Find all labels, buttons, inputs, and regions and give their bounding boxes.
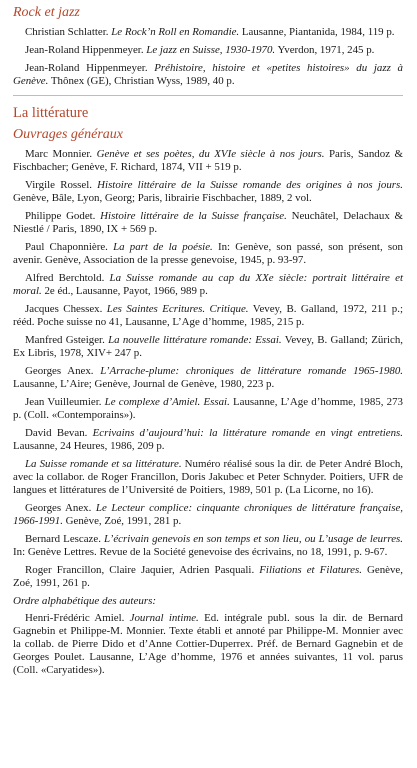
- entry-publication: In: Genève Lettres. Revue de la Société genevoise des écrivains, no 18, 1991, p. 9-67.: [13, 546, 388, 558]
- entry-title: Le Rock’n Roll en Romandie.: [111, 26, 240, 38]
- bibliography-entry: [13, 179, 403, 205]
- bibliography-entry: [13, 272, 403, 298]
- entry-author: Virgile Rossel.: [25, 179, 98, 191]
- bibliography-entry: [13, 427, 403, 453]
- entry-publication: Vevey, B. Galland; Zürich, Ex Libris, 1978, XIV+ 247 p.: [13, 334, 403, 359]
- entry-author: Jean-Roland Hippenmeyer.: [25, 44, 147, 56]
- entry-publication: Thônex (GE), Christian Wyss, 1989, 40 p.: [48, 75, 235, 87]
- entry-publication: In: Genève, son passé, son présent, son avenir. Genève, Association de la presse genevoise, 1945, p. 93-97.: [13, 241, 403, 266]
- section-divider: [13, 95, 403, 96]
- section-title-rock-jazz: Rock et jazz: [13, 5, 80, 20]
- entry-author: Roger Francillon, Claire Jaquier, Adrien Pasquali.: [25, 564, 260, 576]
- ordre-entries: [13, 612, 403, 677]
- entry-publication: 2e éd., Lausanne, Payot, 1966, 989 p.: [41, 285, 208, 297]
- entry-author: Jacques Chessex.: [25, 303, 107, 315]
- entry-publication: Genève, Bâle, Lyon, Georg; Paris, librairie Fischbacher, 1889, 2 vol.: [13, 192, 312, 204]
- entry-author: Georges Anex.: [25, 365, 101, 377]
- entry-publication: Genève, Zoé, 1991, 261 p.: [13, 564, 403, 589]
- entry-author: Manfred Gsteiger.: [25, 334, 109, 346]
- entry-author: Marc Monnier.: [25, 148, 97, 160]
- entry-title: La Suisse romande au cap du XXe siècle: portrait littéraire et moral.: [13, 272, 403, 297]
- entry-title: Le Lecteur complice: cinquante chroniques de littérature française, 1966-1991.: [13, 502, 403, 527]
- entry-publication: Vevey, B. Galland, 1972, 211 p.; rééd. Poche suisse no 41, Lausanne, L’Age d’homme, 1985, 215 p.: [13, 303, 403, 328]
- entry-author: Christian Schlatter.: [25, 26, 112, 38]
- entry-author: Alfred Berchtold.: [25, 272, 110, 284]
- entry-title: Le jazz en Suisse, 1930-1970.: [146, 44, 276, 56]
- entry-title: Filiations et Filatures.: [259, 564, 362, 576]
- entry-title: Ecrivains d’aujourd’hui: la littérature romande en vingt entretiens.: [92, 427, 403, 439]
- entry-title: Le complexe d’Amiel. Essai.: [104, 396, 230, 408]
- bibliography-entry: [13, 303, 403, 329]
- entry-publication: Paris, Sandoz & Fischbacher; Genève, F. Richard, 1874, VII + 519 p.: [13, 148, 403, 173]
- entry-author: Jean-Roland Hippenmeyer.: [25, 62, 155, 74]
- bibliography-entry: [13, 365, 403, 391]
- bibliography-entry: [13, 241, 403, 267]
- bibliography-entry: [13, 62, 403, 88]
- rock-entries: [13, 26, 403, 88]
- entry-title: Histoire littéraire de la Suisse romande des origines à nos jours.: [97, 179, 403, 191]
- entry-title: Genève et ses poètes, du XVIe siècle à nos jours.: [96, 148, 325, 160]
- bibliography-entry: [13, 26, 403, 39]
- entry-publication: Lausanne, L’Age d’homme, 1985, 273 p. (Coll. «Contemporains»).: [13, 396, 403, 421]
- subsection-title-ordre: Ordre alphabétique des auteurs:: [13, 595, 157, 607]
- bibliography-entry: [13, 612, 403, 677]
- entry-author: Jean Vuilleumier.: [25, 396, 105, 408]
- bibliography-entry: [13, 502, 403, 528]
- entry-author: Philippe Godet.: [25, 210, 101, 222]
- entry-title: L’Arrache-plume: chroniques de littérature romande 1965-1980.: [100, 365, 404, 377]
- entry-publication: Genève, Zoé, 1991, 281 p.: [62, 515, 182, 527]
- entry-publication: Lausanne, Piantanida, 1984, 119 p.: [239, 26, 395, 38]
- bibliography-entry: [13, 334, 403, 360]
- bibliography-entry: [13, 458, 403, 497]
- subsection-title-ouvrages: Ouvrages généraux: [13, 127, 124, 142]
- entry-publication: Ed. intégrale publ. sous la dir. de Bernard Gagnebin et Philippe-M. Monnier. Texte établi et annoté par Philippe-M. Monnier avec la collab. de Pierre Dido et d’Anne Cottier-Duperrex. Préf. de Bernard Gagnebin et de Georges Poulet. Lausanne, L’Age d’homme, 1976 et années suivantes, 11 vol. parus (Coll. «Caryatides»).: [13, 612, 403, 676]
- entry-title: Préhistoire, histoire et «petites histoires» du jazz à Genève.: [13, 62, 404, 87]
- entry-title: Journal intime.: [129, 612, 199, 624]
- entry-publication: Yverdon, 1971, 245 p.: [275, 44, 375, 56]
- entry-publication: Lausanne, 24 Heures, 1986, 209 p.: [13, 440, 165, 452]
- entry-title: L’écrivain genevois en son temps et son lieu, ou L’usage de leurres.: [104, 533, 403, 545]
- bibliography-entry: [13, 148, 403, 174]
- bibliography-entry: [13, 533, 403, 559]
- section-title-litterature: La littérature: [13, 105, 89, 121]
- ouvrages-entries: [13, 148, 403, 590]
- entry-publication: Lausanne, L’Aire; Genève, Journal de Genève, 1980, 223 p.: [13, 378, 275, 390]
- entry-title: Les Saintes Ecritures. Critique.: [106, 303, 249, 315]
- entry-author: Paul Chaponnière.: [25, 241, 114, 253]
- entry-title: La Suisse romande et sa littérature.: [25, 458, 182, 470]
- entry-publication: Neuchâtel, Delachaux & Niestlé / Paris, 1890, IX + 569 p.: [13, 210, 403, 235]
- bibliography-entry: [13, 396, 403, 422]
- entry-publication: Numéro réalisé sous la dir. de Peter André Bloch, avec la collabor. de Roger Francillon, Doris Jakubec et Peter Schnyder. Poitiers, UFR de langues et littératures de l’Université de Poitiers, 1989, 501 p. (La Licorne, no 16).: [13, 458, 403, 496]
- bibliography-entry: [13, 210, 403, 236]
- entry-author: Bernard Lescaze.: [25, 533, 105, 545]
- bibliography-entry: [13, 44, 403, 57]
- entry-author: Henri-Frédéric Amiel.: [25, 612, 130, 624]
- bibliography-entry: [13, 564, 403, 590]
- entry-author: Georges Anex.: [25, 502, 96, 514]
- entry-title: La part de la poésie.: [113, 241, 213, 253]
- entry-title: La nouvelle littérature romande: Essai.: [108, 334, 282, 346]
- entry-author: David Bevan.: [25, 427, 93, 439]
- entry-title: Histoire littéraire de la Suisse française.: [100, 210, 287, 222]
